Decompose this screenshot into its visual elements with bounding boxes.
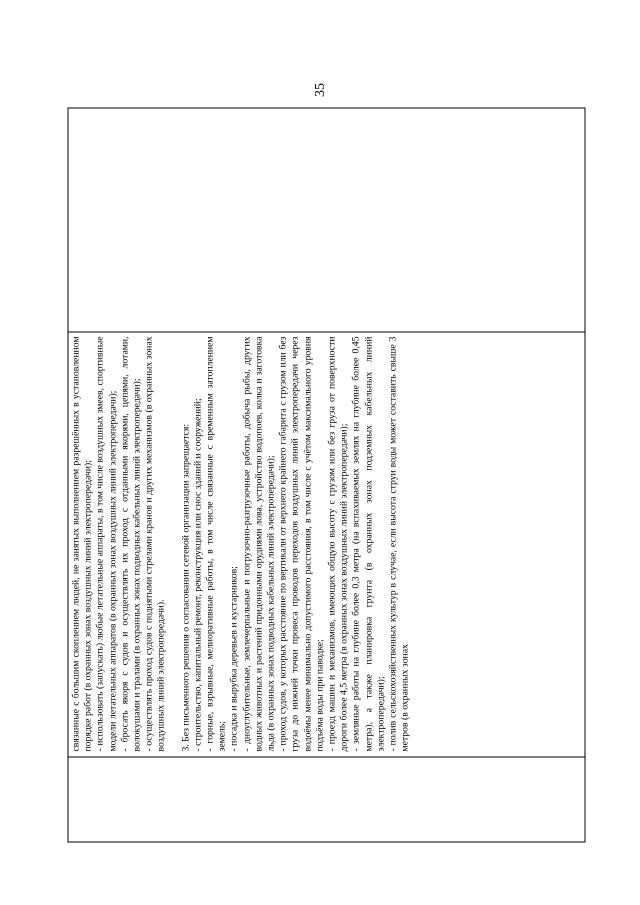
text-line: - бросать якоря с судов и осуществлять их проход с отданными якорями, цепями, лотами, волокушами и тралами (в охранных зонах подводных кабельных линий электропередачи); — [118, 336, 143, 751]
text-line: - полив сельскохозяйственных культур в случае, если высота струи воды может составить свыше 3 метров (в охранных зонах — [387, 336, 411, 751]
table-cell-left — [68, 756, 584, 841]
text-line: - проезд машин и механизмов, имеющих общую высоту с грузом или без груза от поверхности дороги более 4,5 метра (в охранных зонах воздушных линий электропередачи); — [326, 336, 350, 751]
page-number: 35 — [313, 83, 328, 97]
text-line: - использовать (запускать) любые летательные аппараты, в том числе воздушных змеев, спортивные модели летательных аппаратов (в охранных зонах воздушных линий электропередачи); — [94, 336, 118, 751]
rotated-table-wrapper — [67, 107, 585, 842]
section-heading: 3. Без письменного решения о согласовании сетевой организации запрещается: — [179, 423, 191, 751]
text-line: - дноуглубительные, землечерпальные и погрузочно-разгрузочные работы, добыча рыбы, других водных животных и растений придонными орудиями лова, устройство водопоев, колка и заготовка льда (в охранных зонах подводных кабельных линий электропередачи); — [240, 336, 277, 751]
text-line: - осуществлять проход судов с поднятыми стрелами кранов и других механизмов (в охранных зонах воздушных линий электропередачи). — [143, 336, 167, 751]
text-line: связанные с большим скоплением людей, не занятых выполнением разрешённых в установленном порядке работ (в охранных зонах воздушных линий электропередачи); — [70, 336, 94, 751]
document-table — [67, 107, 585, 842]
table-cell-text — [68, 331, 584, 756]
text-line: - земляные работы на глубине более 0,3 метра (на вспахиваемых землях на глубине более 0,45 метра), а также планировка грунта (в охранных зонах подземных кабельных линий электропередачи); — [350, 336, 386, 751]
text-line: - проход судов, у которых расстояние по вертикали от верхнего крайнего габарита с грузом или без груза до нижней точки провеса проводов переходов воздушных линий электропередачи через водоёмы менее минимально допустимого расстояния, в том числе с учётом максимального уровня подъёма воды при паводке; — [277, 336, 325, 751]
text-line: - строительство, капитальный ремонт, реконструкция или снос зданий и сооружений; — [191, 397, 203, 751]
table-cell-right — [68, 106, 584, 331]
text-line: - посадка и вырубка деревьев и кустарников; — [228, 565, 240, 751]
text-line: - горные, взрывные, мелиоративные работы, в том числе связанные с временным затоплением земель; — [204, 336, 228, 751]
